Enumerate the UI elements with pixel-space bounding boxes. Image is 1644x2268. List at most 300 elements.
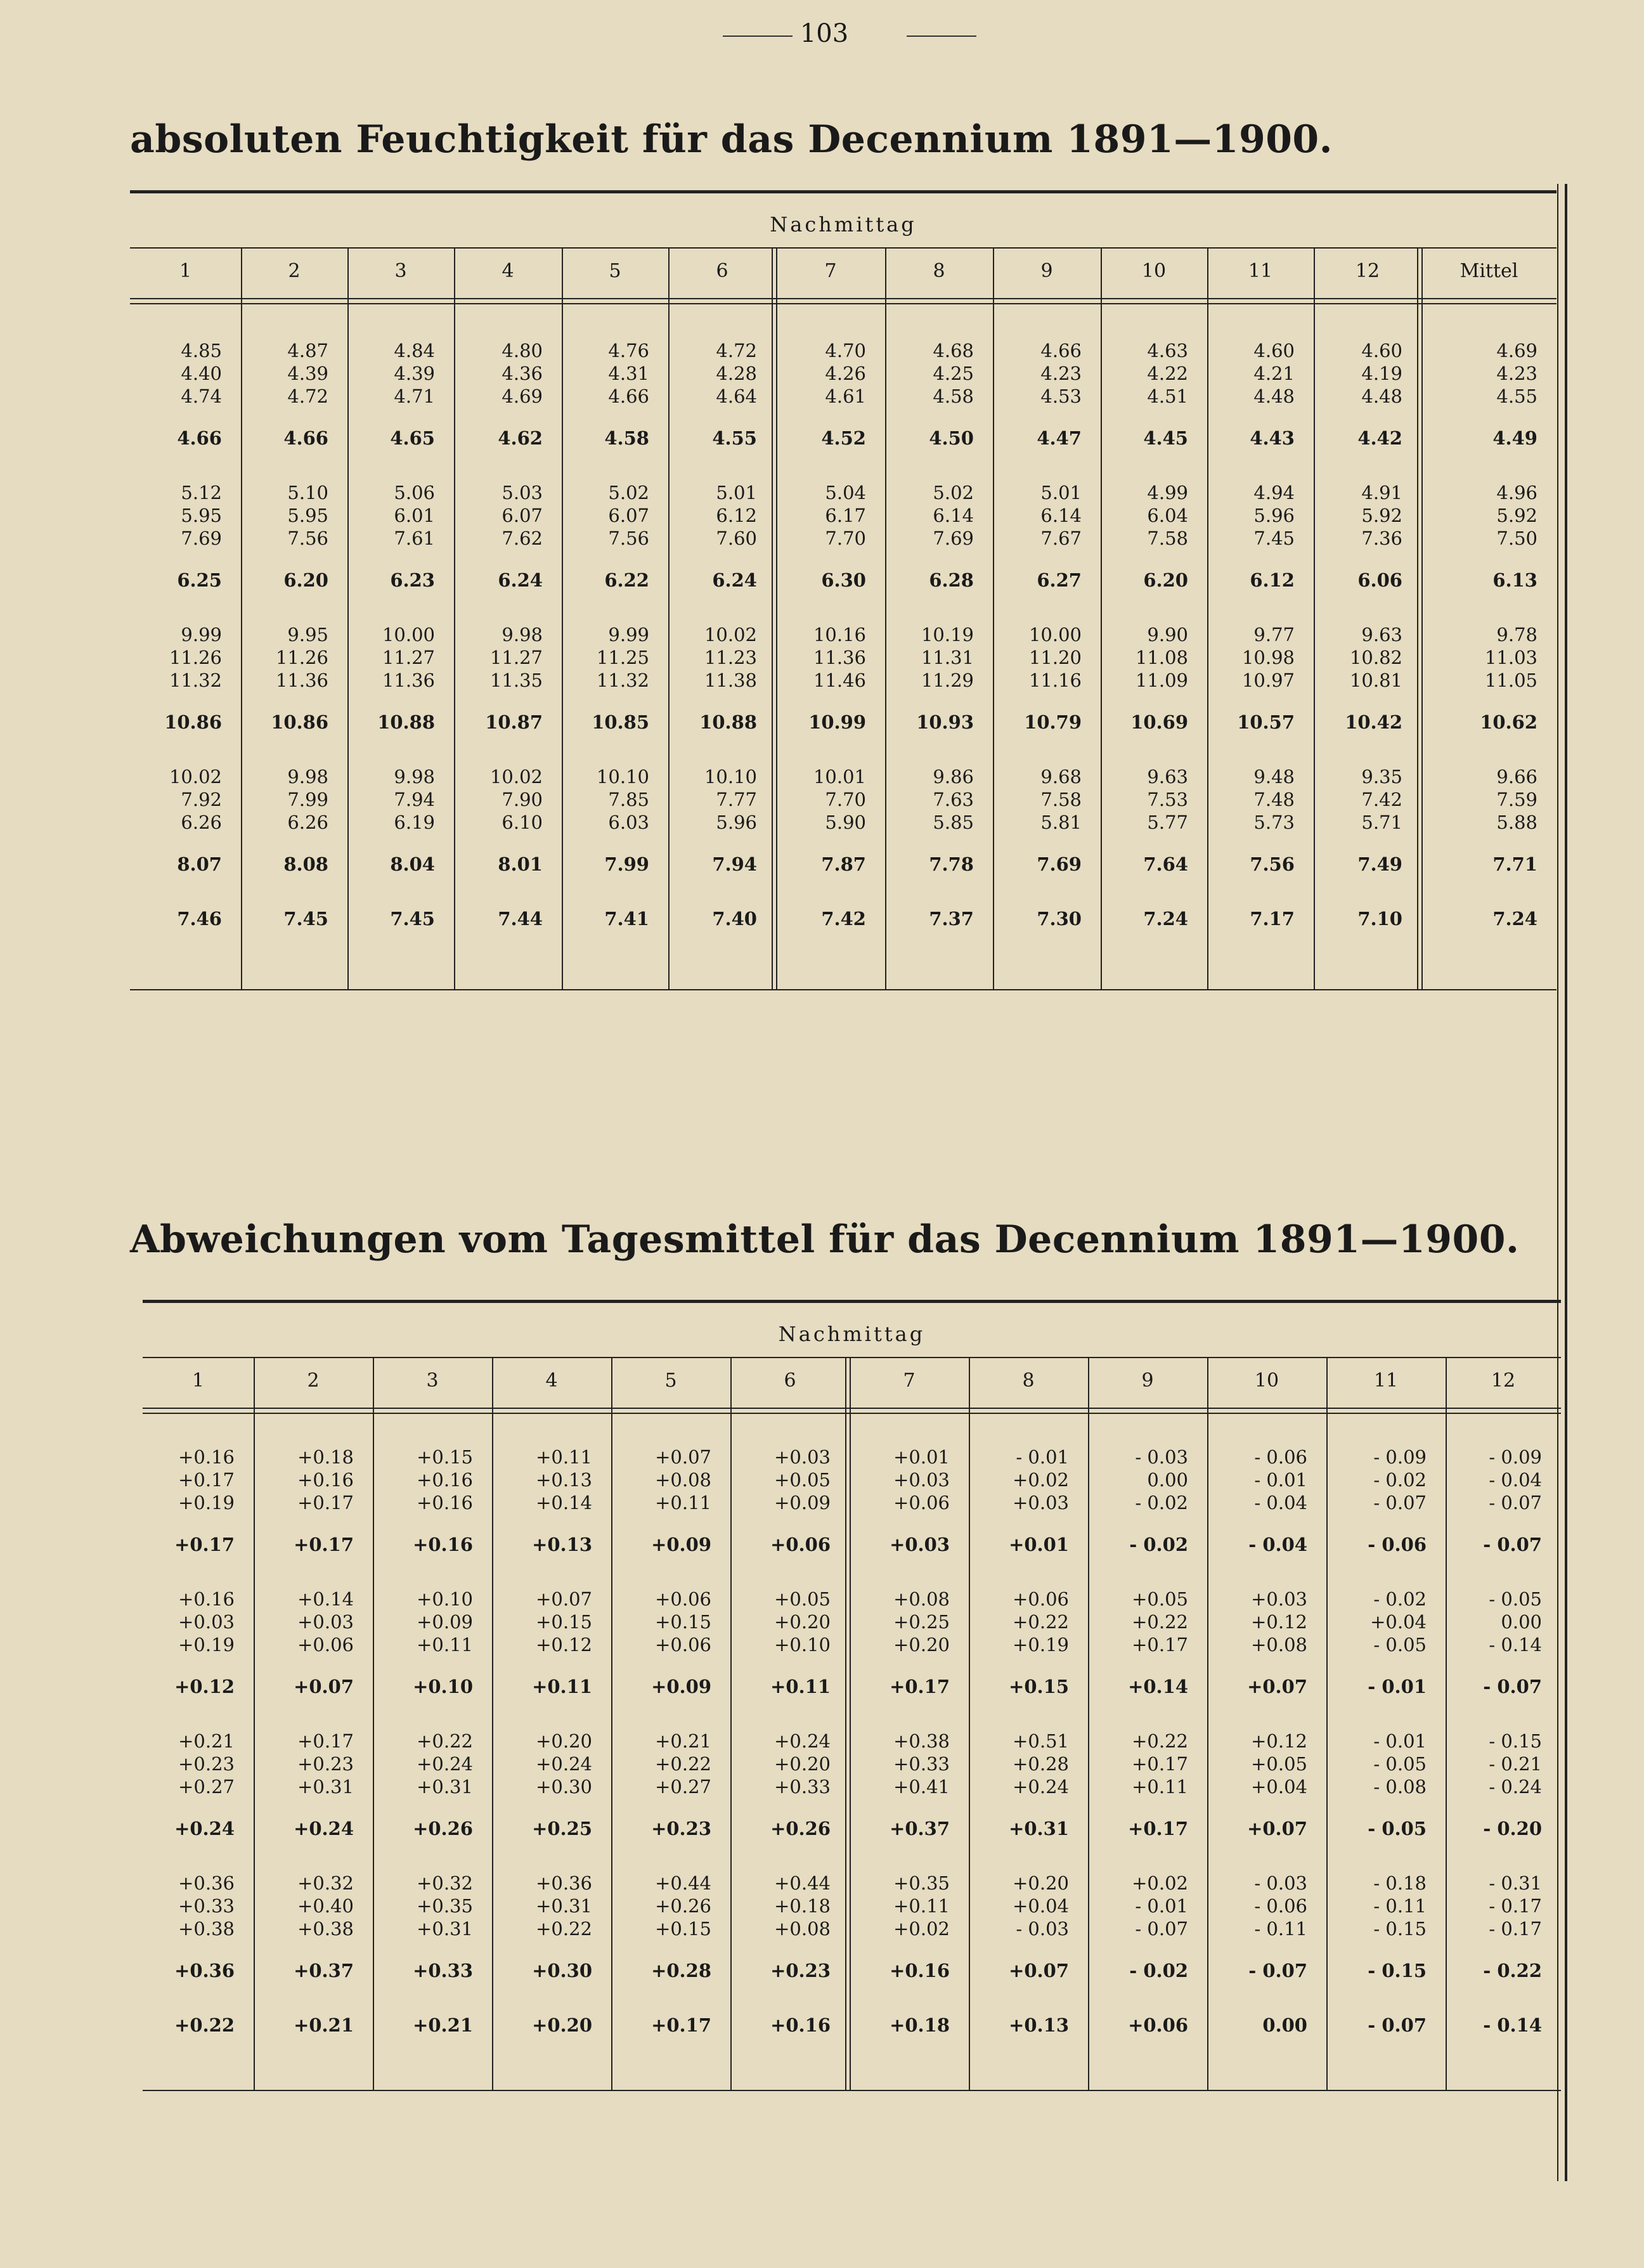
table-cell: +0.24 — [294, 1818, 354, 1839]
table-cell: +0.24 — [417, 1753, 473, 1775]
table-cell: 7.10 — [1357, 908, 1402, 930]
table-cell: +0.04 — [1251, 1776, 1307, 1798]
table-cell: 5.95 — [287, 505, 328, 526]
table-cell: - 0.06 — [1254, 1895, 1307, 1917]
table-cell: +0.41 — [893, 1776, 950, 1798]
table-cell: 6.28 — [929, 569, 974, 591]
table-cell: 7.24 — [1143, 908, 1188, 930]
table-cell: +0.09 — [651, 1534, 711, 1555]
table-cell: 6.26 — [181, 812, 222, 833]
column-header: 3 — [426, 1370, 439, 1392]
table-cell: 7.99 — [287, 789, 328, 810]
table-cell: - 0.07 — [1368, 2014, 1427, 2036]
table-cell: +0.27 — [655, 1776, 711, 1798]
table-cell: 5.96 — [716, 812, 757, 833]
table-cell: 7.56 — [608, 528, 649, 549]
table-cell: 4.31 — [608, 363, 649, 384]
table-cell: 9.77 — [1253, 624, 1295, 645]
table-cell: +0.22 — [1013, 1611, 1069, 1633]
table-cell: 4.84 — [394, 340, 435, 361]
table-cell: - 0.07 — [1483, 1676, 1542, 1697]
table-cell: +0.12 — [1251, 1730, 1307, 1752]
table-cell: - 0.24 — [1489, 1776, 1542, 1798]
table-cell: 6.07 — [608, 505, 649, 526]
table-cell: 5.90 — [825, 812, 866, 833]
table-cell: 5.02 — [933, 482, 974, 503]
table-cell: 4.69 — [1496, 340, 1537, 361]
table-cell: - 0.17 — [1489, 1918, 1542, 1940]
table-cell: 7.58 — [1040, 789, 1082, 810]
table-cell: 4.69 — [502, 386, 543, 407]
table-cell: +0.14 — [536, 1492, 592, 1513]
table-cell: 10.02 — [704, 624, 757, 645]
table-cell: 7.49 — [1357, 853, 1402, 875]
table-cell: +0.26 — [655, 1895, 711, 1917]
table-cell: 7.90 — [502, 789, 543, 810]
table-cell: 11.29 — [921, 670, 974, 691]
table-cell: +0.16 — [417, 1492, 473, 1513]
table-cell: 6.01 — [394, 505, 435, 526]
table-cell: 6.07 — [502, 505, 543, 526]
table-cell: +0.35 — [893, 1872, 950, 1894]
table-cell: 9.66 — [1496, 766, 1537, 787]
table-cell: - 0.14 — [1483, 2014, 1542, 2036]
table-cell: +0.02 — [1013, 1469, 1069, 1491]
table-cell: +0.10 — [417, 1588, 473, 1610]
table-cell: +0.19 — [178, 1634, 235, 1656]
table-cell: 4.55 — [1496, 386, 1537, 407]
table-cell: +0.31 — [417, 1918, 473, 1940]
table-cell: 4.70 — [825, 340, 866, 361]
table-cell: 11.35 — [489, 670, 543, 691]
table-cell: - 0.08 — [1373, 1776, 1427, 1798]
page-number: 103 — [799, 19, 849, 48]
table-cell: 4.49 — [1492, 427, 1537, 449]
column-header: 10 — [1141, 260, 1167, 282]
table-cell: - 0.04 — [1254, 1492, 1307, 1513]
top-rule — [130, 190, 1557, 193]
table-cell: +0.02 — [893, 1918, 950, 1940]
table-cell: +0.03 — [1013, 1492, 1069, 1513]
table-cell: 7.69 — [181, 528, 222, 549]
table-cell: +0.11 — [770, 1676, 831, 1697]
table-cell: +0.23 — [770, 1960, 831, 1981]
table-cell: 11.23 — [704, 647, 757, 668]
table-cell: +0.33 — [178, 1895, 235, 1917]
table-cell: 9.99 — [181, 624, 222, 645]
table-cell: +0.17 — [1132, 1753, 1188, 1775]
table-cell: +0.32 — [417, 1872, 473, 1894]
column-divider — [1417, 247, 1418, 989]
table-cell: 7.44 — [498, 908, 543, 930]
table-cell: 7.99 — [604, 853, 649, 875]
table-cell: 10.86 — [164, 711, 222, 733]
table-cell: 10.98 — [1241, 647, 1295, 668]
table-cell: +0.23 — [178, 1753, 235, 1775]
table-cell: 5.01 — [716, 482, 757, 503]
table-cell: +0.06 — [655, 1634, 711, 1656]
table-cell: 5.92 — [1361, 505, 1402, 526]
table2-title: Abweichungen vom Tagesmittel für das Decennium 1891—1900. — [130, 1217, 1520, 1262]
table-cell: 10.88 — [699, 711, 757, 733]
table-cell: 4.85 — [181, 340, 222, 361]
table-cell: 5.92 — [1496, 505, 1537, 526]
table-cell: 11.27 — [489, 647, 543, 668]
table-cell: 7.42 — [821, 908, 866, 930]
table-cell: 9.98 — [394, 766, 435, 787]
table-cell: 6.26 — [287, 812, 328, 833]
table-cell: 7.94 — [712, 853, 757, 875]
table-cell: +0.11 — [417, 1634, 473, 1656]
table-cell: - 0.21 — [1489, 1753, 1542, 1775]
table-cell: - 0.05 — [1373, 1753, 1427, 1775]
table-cell: 4.43 — [1250, 427, 1295, 449]
table-cell: 10.42 — [1345, 711, 1402, 733]
table-cell: +0.15 — [655, 1611, 711, 1633]
table-cell: 4.74 — [181, 386, 222, 407]
table-cell: +0.21 — [655, 1730, 711, 1752]
table-cell: 4.47 — [1037, 427, 1082, 449]
table-cell: +0.05 — [1251, 1753, 1307, 1775]
table-cell: +0.18 — [890, 2014, 950, 2036]
table-cell: +0.05 — [774, 1588, 831, 1610]
header-rule — [143, 1408, 1561, 1409]
table-cell: 5.88 — [1496, 812, 1537, 833]
table-cell: 11.03 — [1484, 647, 1537, 668]
table-cell: +0.19 — [178, 1492, 235, 1513]
table-cell: 10.00 — [1028, 624, 1082, 645]
table-cell: 7.87 — [821, 853, 866, 875]
table-cell: - 0.20 — [1483, 1818, 1542, 1839]
table-cell: 7.71 — [1492, 853, 1537, 875]
table-cell: 6.20 — [283, 569, 328, 591]
table-cell: +0.20 — [536, 1730, 592, 1752]
table-cell: 4.71 — [394, 386, 435, 407]
table-cell: 4.64 — [716, 386, 757, 407]
table-cell: +0.11 — [893, 1895, 950, 1917]
table-cell: 4.28 — [716, 363, 757, 384]
table-cell: - 0.04 — [1248, 1534, 1307, 1555]
table-cell: +0.02 — [1132, 1872, 1188, 1894]
table-cell: 7.45 — [283, 908, 328, 930]
table-cell: - 0.01 — [1254, 1469, 1307, 1491]
table-cell: 11.20 — [1028, 647, 1082, 668]
table-cell: 11.25 — [596, 647, 649, 668]
table-cell: +0.17 — [297, 1730, 354, 1752]
column-header: 5 — [664, 1370, 677, 1392]
table-cell: 9.98 — [502, 624, 543, 645]
table-cell: 6.06 — [1357, 569, 1402, 591]
frame-rule-inner — [1557, 184, 1558, 2181]
table-cell: +0.14 — [1128, 1676, 1188, 1697]
table-cell: 7.69 — [933, 528, 974, 549]
table-cell: 4.48 — [1361, 386, 1402, 407]
table-cell: +0.44 — [655, 1872, 711, 1894]
bottom-rule — [130, 989, 1557, 990]
table-cell: +0.06 — [1013, 1588, 1069, 1610]
table-cell: 4.60 — [1253, 340, 1295, 361]
table-cell: 7.77 — [716, 789, 757, 810]
table-cell: 7.40 — [712, 908, 757, 930]
header-rule — [130, 303, 1557, 304]
table-cell: +0.44 — [774, 1872, 831, 1894]
table-cell: 9.90 — [1147, 624, 1188, 645]
table-cell: +0.35 — [417, 1895, 473, 1917]
table-cell: - 0.18 — [1373, 1872, 1427, 1894]
table-cell: +0.17 — [297, 1492, 354, 1513]
group-header: Nachmittag — [770, 212, 917, 237]
table-cell: 4.39 — [394, 363, 435, 384]
table-cell: 9.98 — [287, 766, 328, 787]
table-cell: 6.24 — [498, 569, 543, 591]
table-cell: 4.58 — [604, 427, 649, 449]
table-cell: +0.03 — [178, 1611, 235, 1633]
table-cell: 7.78 — [929, 853, 974, 875]
table-cell: +0.22 — [536, 1918, 592, 1940]
table-cell: - 0.03 — [1254, 1872, 1307, 1894]
table-cell: +0.36 — [174, 1960, 235, 1981]
table-cell: 6.19 — [394, 812, 435, 833]
table-cell: 8.07 — [177, 853, 222, 875]
table-cell: 9.35 — [1361, 766, 1402, 787]
column-header: 4 — [545, 1370, 558, 1392]
table-cell: 10.93 — [916, 711, 974, 733]
table-cell: 10.16 — [813, 624, 866, 645]
table-cell: 8.01 — [498, 853, 543, 875]
header-rule — [130, 298, 1557, 299]
table-cell: 7.64 — [1143, 853, 1188, 875]
table-cell: 6.04 — [1147, 505, 1188, 526]
table-cell: +0.04 — [1370, 1611, 1427, 1633]
table-cell: 7.85 — [608, 789, 649, 810]
table-cell: 4.19 — [1361, 363, 1402, 384]
table-cell: 5.77 — [1147, 812, 1188, 833]
table-cell: +0.23 — [297, 1753, 354, 1775]
table-cell: +0.15 — [536, 1611, 592, 1633]
table-cell: 4.26 — [825, 363, 866, 384]
table-cell: 6.14 — [933, 505, 974, 526]
table-cell: 5.01 — [1040, 482, 1082, 503]
table-cell: +0.07 — [1009, 1960, 1069, 1981]
column-header: 9 — [1141, 1370, 1154, 1392]
table-cell: - 0.02 — [1129, 1960, 1188, 1981]
table-cell: +0.17 — [1132, 1634, 1188, 1656]
table-cell: 10.85 — [592, 711, 649, 733]
table-cell: 7.30 — [1037, 908, 1082, 930]
table-cell: +0.17 — [294, 1534, 354, 1555]
table-cell: 11.26 — [169, 647, 222, 668]
table-cell: 4.21 — [1253, 363, 1295, 384]
table-cell: +0.33 — [774, 1776, 831, 1798]
table-cell: +0.13 — [536, 1469, 592, 1491]
table-cell: 4.87 — [287, 340, 328, 361]
table-cell: 7.63 — [933, 789, 974, 810]
table-cell: 6.25 — [177, 569, 222, 591]
table-cell: 4.66 — [1040, 340, 1082, 361]
table-cell: 7.41 — [604, 908, 649, 930]
table-cell: +0.24 — [536, 1753, 592, 1775]
table-cell: 11.09 — [1135, 670, 1188, 691]
table-cell: 6.17 — [825, 505, 866, 526]
table-cell: - 0.09 — [1373, 1446, 1427, 1468]
table-cell: 4.66 — [283, 427, 328, 449]
table-cell: 10.02 — [489, 766, 543, 787]
table-cell: 7.24 — [1492, 908, 1537, 930]
table-cell: 5.12 — [181, 482, 222, 503]
table-cell: - 0.01 — [1016, 1446, 1069, 1468]
table-cell: +0.08 — [893, 1588, 950, 1610]
table-cell: +0.21 — [178, 1730, 235, 1752]
table-cell: 4.25 — [933, 363, 974, 384]
table-cell: - 0.06 — [1368, 1534, 1427, 1555]
column-header: 2 — [288, 260, 301, 282]
column-header: 3 — [394, 260, 407, 282]
table-cell: +0.01 — [893, 1446, 950, 1468]
table-cell: +0.06 — [893, 1492, 950, 1513]
table-cell: +0.13 — [532, 1534, 592, 1555]
table-cell: +0.21 — [413, 2014, 473, 2036]
table-cell: 9.86 — [933, 766, 974, 787]
table-cell: 9.78 — [1496, 624, 1537, 645]
table-cell: 7.17 — [1250, 908, 1295, 930]
column-header: 11 — [1373, 1370, 1399, 1392]
table-cell: 4.80 — [502, 340, 543, 361]
column-header: 10 — [1254, 1370, 1279, 1392]
table-cell: +0.19 — [1013, 1634, 1069, 1656]
table-cell: 4.55 — [712, 427, 757, 449]
table-cell: +0.10 — [413, 1676, 473, 1697]
table-cell: 10.88 — [377, 711, 435, 733]
table-cell: +0.05 — [774, 1469, 831, 1491]
table-cell: - 0.07 — [1373, 1492, 1427, 1513]
table-cell: 6.12 — [716, 505, 757, 526]
column-header: 12 — [1491, 1370, 1516, 1392]
table-cell: 10.01 — [813, 766, 866, 787]
table-cell: 11.31 — [921, 647, 974, 668]
header-rule — [143, 1413, 1561, 1414]
table-cell: +0.11 — [536, 1446, 592, 1468]
table-cell: 9.99 — [608, 624, 649, 645]
table-cell: 0.00 — [1147, 1469, 1188, 1491]
table-cell: - 0.07 — [1489, 1492, 1542, 1513]
table-cell: +0.17 — [890, 1676, 950, 1697]
table-cell: 11.36 — [275, 670, 328, 691]
table-cell: - 0.15 — [1489, 1730, 1542, 1752]
table-cell: 7.58 — [1147, 528, 1188, 549]
table-cell: +0.20 — [774, 1611, 831, 1633]
table-cell: 5.71 — [1361, 812, 1402, 833]
table-cell: +0.12 — [1251, 1611, 1307, 1633]
column-header: 6 — [716, 260, 728, 282]
table-cell: +0.07 — [536, 1588, 592, 1610]
table-cell: 4.48 — [1253, 386, 1295, 407]
table-cell: +0.17 — [174, 1534, 235, 1555]
table-cell: +0.20 — [774, 1753, 831, 1775]
table-cell: 4.23 — [1040, 363, 1082, 384]
table-cell: 10.99 — [808, 711, 866, 733]
table-cell: 10.02 — [169, 766, 222, 787]
table-cell: 7.45 — [390, 908, 435, 930]
table1-title: absoluten Feuchtigkeit für das Decennium 1891—1900. — [130, 117, 1333, 162]
table-cell: +0.22 — [655, 1753, 711, 1775]
table-cell: +0.21 — [294, 2014, 354, 2036]
table-cell: 4.22 — [1147, 363, 1188, 384]
table-cell: - 0.03 — [1016, 1918, 1069, 1940]
table-cell: 4.68 — [933, 340, 974, 361]
table-cell: 7.45 — [1253, 528, 1295, 549]
table-cell: - 0.07 — [1248, 1960, 1307, 1981]
table-cell: +0.08 — [774, 1918, 831, 1940]
table-cell: +0.14 — [297, 1588, 354, 1610]
table-cell: 5.85 — [933, 812, 974, 833]
table-cell: +0.13 — [1009, 2014, 1069, 2036]
table-cell: 4.45 — [1143, 427, 1188, 449]
column-header: 1 — [191, 1370, 205, 1392]
table-cell: +0.37 — [890, 1818, 950, 1839]
table-cell: 5.06 — [394, 482, 435, 503]
table-cell: - 0.09 — [1489, 1446, 1542, 1468]
table-cell: +0.30 — [536, 1776, 592, 1798]
table-cell: - 0.01 — [1373, 1730, 1427, 1752]
table-cell: +0.33 — [893, 1753, 950, 1775]
table-cell: +0.38 — [893, 1730, 950, 1752]
table-cell: +0.17 — [651, 2014, 711, 2036]
table-cell: - 0.31 — [1489, 1872, 1542, 1894]
table-cell: - 0.05 — [1373, 1634, 1427, 1656]
top-rule — [143, 1300, 1561, 1303]
table-cell: +0.10 — [774, 1634, 831, 1656]
table-cell: 10.10 — [704, 766, 757, 787]
table-cell: 6.30 — [821, 569, 866, 591]
table-cell: +0.26 — [413, 1818, 473, 1839]
table-cell: 5.96 — [1253, 505, 1295, 526]
table-cell: +0.31 — [1009, 1818, 1069, 1839]
table-cell: +0.20 — [1013, 1872, 1069, 1894]
table-cell: 4.60 — [1361, 340, 1402, 361]
table-cell: 7.59 — [1496, 789, 1537, 810]
table-cell: 7.70 — [825, 528, 866, 549]
table-cell: 4.53 — [1040, 386, 1082, 407]
table-cell: 4.63 — [1147, 340, 1188, 361]
table-cell: 7.46 — [177, 908, 222, 930]
table-cell: +0.28 — [1013, 1753, 1069, 1775]
table-cell: 4.50 — [929, 427, 974, 449]
table-cell: +0.15 — [417, 1446, 473, 1468]
table-cell: - 0.15 — [1368, 1960, 1427, 1981]
table-cell: 4.62 — [498, 427, 543, 449]
table-cell: 9.68 — [1040, 766, 1082, 787]
table-cell: 7.50 — [1496, 528, 1537, 549]
table-cell: +0.37 — [294, 1960, 354, 1981]
table-cell: +0.12 — [174, 1676, 235, 1697]
table-cell: +0.20 — [532, 2014, 592, 2036]
table-cell: 4.65 — [390, 427, 435, 449]
table-cell: 11.32 — [169, 670, 222, 691]
table-cell: +0.04 — [1013, 1895, 1069, 1917]
table-cell: 11.05 — [1484, 670, 1537, 691]
table-cell: 6.20 — [1143, 569, 1188, 591]
column-header: 2 — [307, 1370, 320, 1392]
table-cell: 7.67 — [1040, 528, 1082, 549]
table-cell: +0.03 — [890, 1534, 950, 1555]
table-cell: 6.14 — [1040, 505, 1082, 526]
column-header: 5 — [609, 260, 621, 282]
table-cell: +0.38 — [178, 1918, 235, 1940]
table-cell: +0.31 — [297, 1776, 354, 1798]
table-cell: 4.94 — [1253, 482, 1295, 503]
table-cell: +0.24 — [1013, 1776, 1069, 1798]
table-cell: +0.03 — [774, 1446, 831, 1468]
